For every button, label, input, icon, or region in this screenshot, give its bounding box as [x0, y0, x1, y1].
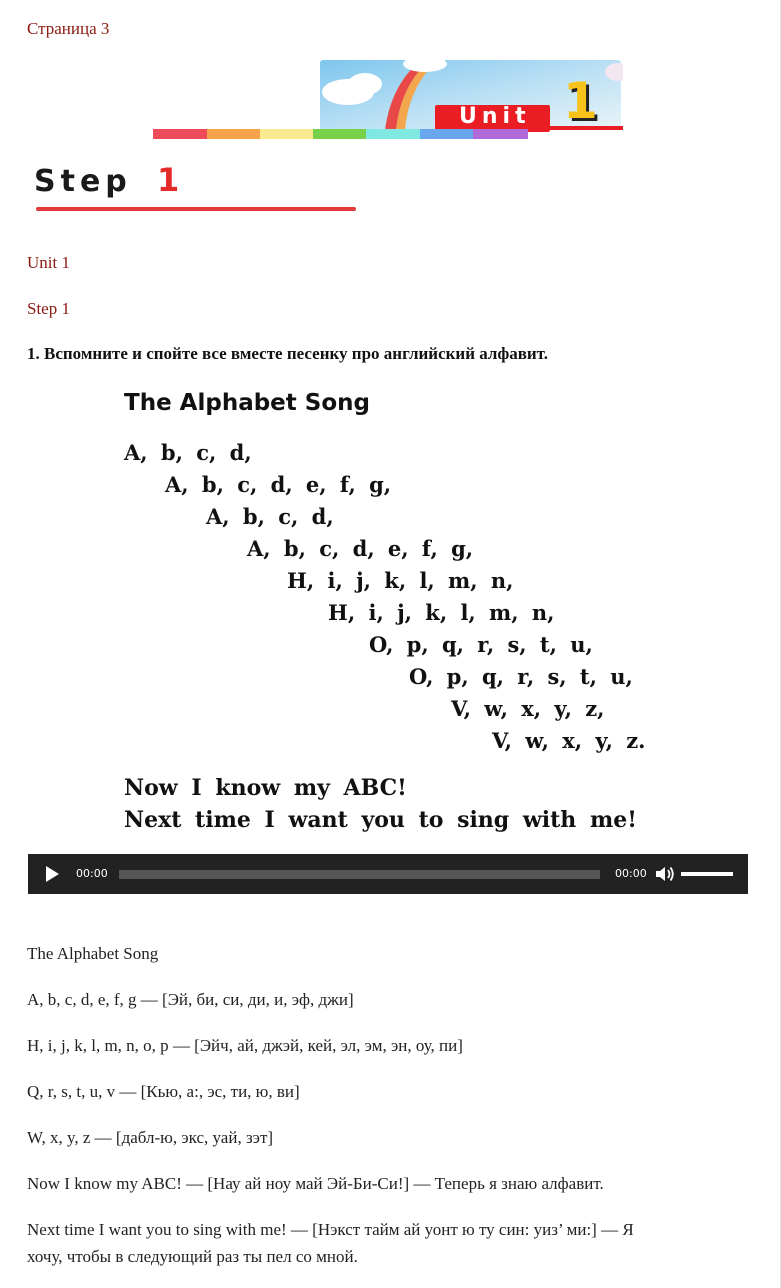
step-word: Step	[34, 164, 132, 199]
page-label: Страница 3	[27, 19, 110, 38]
song-line: A, b, c, d, e, f, g,	[247, 536, 474, 561]
step-number: 1	[157, 161, 180, 199]
song-line: H, i, j, k, l, m, n,	[287, 568, 514, 593]
unit-number: 1	[563, 72, 598, 130]
play-icon[interactable]	[46, 866, 59, 882]
volume-slider[interactable]	[681, 872, 733, 876]
song-line: V, w, x, y, z,	[451, 696, 605, 721]
song-line: A, b, c, d,	[124, 440, 252, 465]
song-line: O, p, q, r, s, t, u,	[409, 664, 633, 689]
current-time: 00:00	[76, 867, 108, 880]
progress-track[interactable]	[119, 870, 600, 879]
song-title: The Alphabet Song	[124, 390, 370, 416]
transcript-title: The Alphabet Song	[27, 944, 159, 963]
banner-illustration	[153, 60, 623, 140]
unit-banner	[153, 60, 623, 140]
transcript-line: Q, r, s, t, u, v — [Кью, а:, эс, ти, ю, ви]	[27, 1082, 300, 1101]
rainbow-stripe-7	[473, 129, 528, 139]
song-line: O, p, q, r, s, t, u,	[369, 632, 593, 657]
transcript-line: Now I know my ABC! — [Нау ай ноу май Эй-Би-Си!] — Теперь я знаю алфавит.	[27, 1174, 604, 1193]
song-line: A, b, c, d,	[206, 504, 334, 529]
rainbow-stripe-1	[153, 129, 207, 139]
rainbow-stripe-5	[366, 129, 420, 139]
transcript-line: Next time I want you to sing with me! — [Нэкст тайм ай уонт ю ту син: уиз’ ми:] — Я	[27, 1220, 634, 1239]
duration: 00:00	[615, 867, 647, 880]
step-link[interactable]: Step 1	[27, 299, 70, 318]
task-instruction: 1. Вспомните и спойте все вместе песенку про английский алфавит.	[27, 344, 548, 363]
transcript-line: хочу, чтобы в следующий раз ты пел со мной.	[27, 1247, 358, 1266]
song-line: V, w, x, y, z.	[492, 728, 646, 753]
volume-icon[interactable]	[654, 864, 676, 884]
audio-player	[28, 854, 748, 894]
song-closing-line: Next time I want you to sing with me!	[124, 807, 637, 833]
rainbow-stripe-4	[313, 129, 366, 139]
unit-word: Unit	[459, 104, 531, 129]
transcript-line: W, x, y, z — [дабл-ю, экс, уай, зэт]	[27, 1128, 274, 1147]
song-line: H, i, j, k, l, m, n,	[328, 600, 555, 625]
step-underline	[36, 207, 356, 211]
unit-link[interactable]: Unit 1	[27, 253, 70, 272]
rainbow-stripe-6	[420, 129, 473, 139]
song-closing-line: Now I know my ABC!	[124, 775, 407, 801]
song-line: A, b, c, d, e, f, g,	[165, 472, 392, 497]
rainbow-stripe-3	[260, 129, 313, 139]
transcript-line: H, i, j, k, l, m, n, o, p — [Эйч, ай, джэй, кей, эл, эм, эн, оу, пи]	[27, 1036, 463, 1055]
rainbow-stripe-2	[207, 129, 260, 139]
transcript-line: A, b, c, d, e, f, g — [Эй, би, си, ди, и, эф, джи]	[27, 990, 354, 1009]
